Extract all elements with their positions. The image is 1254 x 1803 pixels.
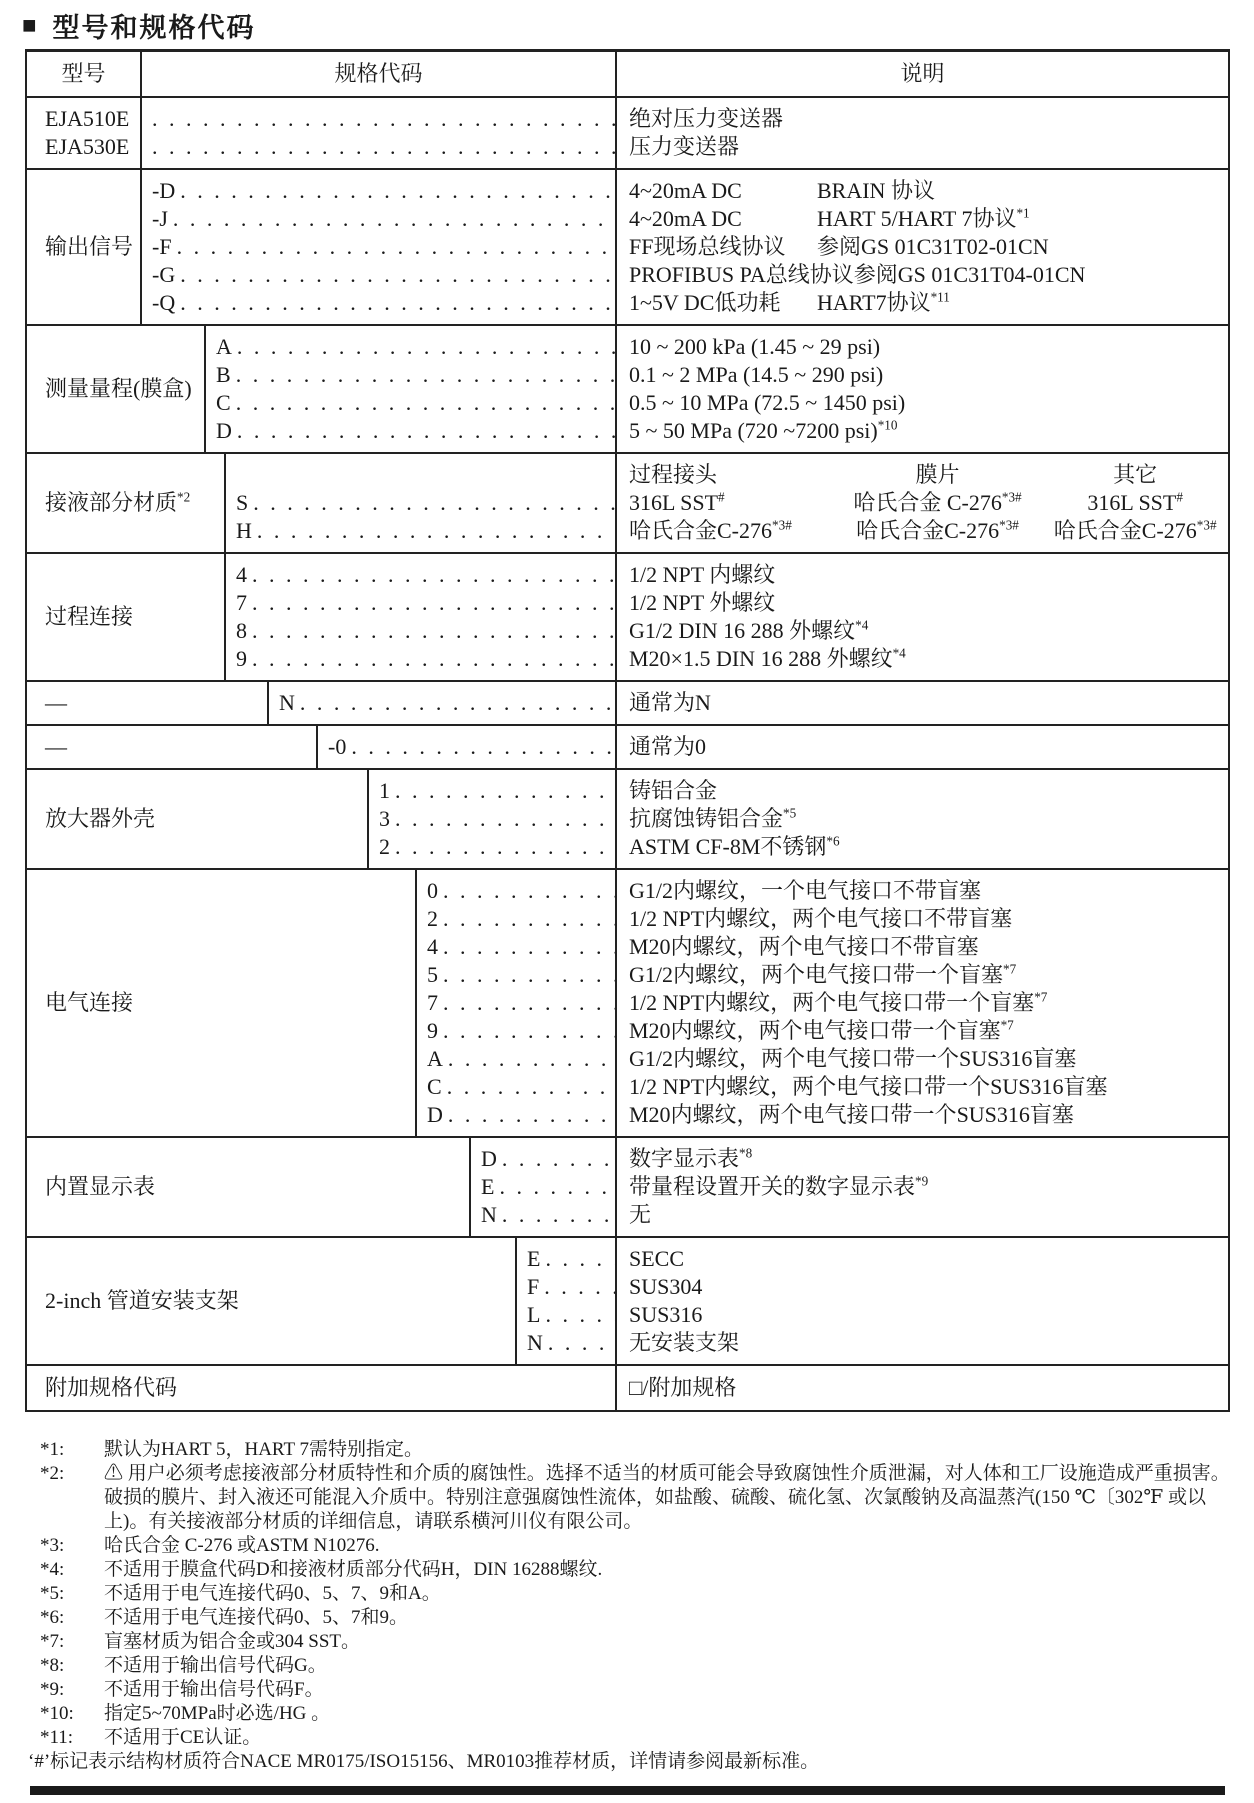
spec-code: 3 [379, 806, 390, 831]
dot-leader [152, 105, 615, 133]
footnote [40, 1630, 1230, 1654]
table-row-amplifier-housing [27, 768, 1228, 868]
material-value: 316L SST# [1087, 489, 1183, 515]
spec-code: A [216, 334, 232, 359]
spec-code: D [481, 1146, 497, 1171]
description-main: FF现场总线协议 [629, 234, 786, 259]
spec-code: 2 [427, 906, 438, 931]
dot-leader [252, 589, 615, 617]
dot-leader [395, 805, 615, 833]
col-diaphragm: 膜片 [915, 462, 960, 487]
description-cell [615, 454, 1228, 552]
table-row-output-signal [27, 168, 1228, 324]
description-line: 1/2 NPT 外螺纹 [629, 590, 776, 615]
description-cell [615, 726, 1228, 768]
footnote-marker: *11: [40, 1727, 74, 1748]
dot-leader [545, 1245, 615, 1273]
footnote [40, 1678, 1230, 1702]
footnote-text: 不适用于输出信号代码F。 [104, 1679, 324, 1700]
footnote-marker: *2: [40, 1463, 65, 1484]
description-protocol: HART7协议$^{*11}$ [817, 289, 950, 315]
table-row-reserved-0 [27, 724, 1228, 768]
spec-code: N [481, 1202, 497, 1227]
footnote-text: 不适用于CE认证。 [104, 1727, 262, 1748]
description-line: □/附加规格 [629, 1375, 737, 1400]
footnote-marker: *8: [40, 1655, 65, 1676]
description-cell [615, 170, 1228, 324]
dot-leader [180, 177, 615, 205]
hash-mark-note: ‘#’标记表示结构材质符合NACE MR0175/ISO15156、MR0103推荐材质，详情请参阅最新标准。 [28, 1751, 820, 1772]
header-description: 说明 [615, 52, 1228, 96]
table-row-optional-codes [27, 1364, 1228, 1410]
spec-code: -F [152, 234, 172, 259]
dot-leader [448, 1045, 615, 1073]
dot-leader [236, 361, 615, 389]
spec-code: B [216, 362, 231, 387]
description-cell [615, 770, 1228, 868]
spec-code: 0 [427, 878, 438, 903]
model-name: EJA510E [45, 106, 130, 131]
description-line: 带量程设置开关的数字显示表$^{*9}$ [629, 1173, 929, 1199]
spec-code: 2 [379, 834, 390, 859]
page-footer-rule [30, 1786, 1225, 1795]
spec-code: D [427, 1102, 443, 1127]
spec-code: -D [152, 178, 176, 203]
section-bullet-icon: ■ [22, 11, 39, 39]
description-protocol: HART 5/HART 7协议$^{*1}$ [817, 205, 1030, 231]
dot-leader [300, 689, 615, 717]
dot-leader [237, 417, 615, 445]
row-label: 测量量程(膜盒) [45, 376, 192, 401]
spec-code: S [236, 490, 249, 515]
table-row-integral-indicator [27, 1136, 1228, 1236]
dot-leader [180, 261, 615, 289]
description-cell [615, 1238, 1228, 1364]
row-label: 放大器外壳 [45, 806, 156, 831]
description-protocol: 参阅GS 01C31T02-01CN [817, 234, 1049, 259]
material-value: 哈氏合金$C-276^{*3\#}$ [1053, 517, 1217, 543]
footnote [40, 1726, 1230, 1750]
code-cell [318, 726, 615, 768]
section-title [22, 6, 256, 45]
description-line: 0.5 ~ 10 MPa (72.5 ~ 1450 psi) [629, 390, 906, 415]
row-label: 附加规格代码 [45, 1375, 178, 1400]
description-line: 绝对压力变送器 [629, 106, 784, 131]
code-cell [471, 1138, 615, 1236]
dot-leader [177, 233, 615, 261]
footnote-text: 指定5~70MPa时必选/HG 。 [104, 1703, 331, 1724]
spec-code: N [279, 690, 295, 715]
dot-leader [443, 1017, 615, 1045]
dot-leader [443, 961, 615, 989]
footnote-marker: *6: [40, 1607, 65, 1628]
dot-leader [548, 1329, 615, 1357]
spec-code: -0 [328, 734, 347, 759]
footnote-text: 不适用于电气连接代码0、5、7、9和A。 [104, 1583, 441, 1604]
footnote [40, 1438, 1230, 1462]
dot-leader [180, 289, 615, 317]
description-protocol: BRAIN 协议 [817, 178, 935, 203]
material-values [629, 517, 1228, 545]
description-line: G1/2内螺纹，两个电气接口带一个SUS316盲塞 [629, 1046, 1077, 1071]
spec-code: -Q [152, 290, 176, 315]
code-cell [517, 1238, 615, 1364]
spec-code: 9 [236, 646, 247, 671]
footnote-text: 不适用于输出信号代码G。 [104, 1655, 327, 1676]
description-line: 1/2 NPT内螺纹，两个电气接口带一个SUS316盲塞 [629, 1074, 1108, 1099]
footnote-marker: *10: [40, 1703, 74, 1724]
dot-leader [443, 989, 615, 1017]
dot-leader [351, 733, 615, 761]
description-cell [615, 1366, 1228, 1410]
table-row-electrical-connection [27, 868, 1228, 1136]
page-title: 型号和规格代码 [52, 13, 256, 43]
description-cell [615, 682, 1228, 724]
spec-code: 4 [427, 934, 438, 959]
dot-leader [544, 1273, 615, 1301]
row-label: — [45, 690, 67, 715]
spec-code: L [527, 1302, 541, 1327]
code-cell [417, 870, 615, 1136]
description-line: 铸铝合金 [629, 778, 718, 803]
table-header-row [27, 52, 1228, 96]
description-main: 1~5V DC低功耗 [629, 290, 781, 315]
model-name: EJA530E [45, 134, 130, 159]
description-line: 0.1 ~ 2 MPa (14.5 ~ 290 psi) [629, 362, 884, 387]
code-cell [142, 170, 615, 324]
dot-leader [502, 1201, 615, 1229]
footnote-text: 哈氏合金 C-276 或ASTM N10276. [104, 1535, 380, 1556]
description-line: 抗腐蚀铸铝合金$^{*5}$ [629, 805, 797, 831]
dot-leader [502, 1145, 615, 1173]
dot-leader [443, 905, 615, 933]
spec-code: D [216, 418, 232, 443]
description-line: 5 ~ 50 MPa (720 ~7200 psi)$^{*10}$ [629, 417, 898, 443]
spec-code: -J [152, 206, 168, 231]
description-main: 4~20mA DC [629, 206, 742, 231]
description-line: 无 [629, 1202, 652, 1227]
dot-leader [152, 133, 615, 161]
spec-code-table [25, 49, 1230, 1412]
spec-code: F [527, 1274, 540, 1299]
col-process-connector: 过程接头 [629, 462, 718, 487]
footnote-text: 不适用于电气连接代码0、5、7和9。 [104, 1607, 409, 1628]
footnotes [40, 1438, 1230, 1750]
row-label-models [27, 98, 142, 168]
material-value: 哈氏合金 $C-276^{*3\#}$ [853, 489, 1022, 515]
dot-leader [448, 1101, 615, 1129]
footnote [40, 1534, 1230, 1558]
row-label: — [45, 734, 67, 759]
description-line: G1/2内螺纹，两个电气接口带一个盲塞$^{*7}$ [629, 961, 1017, 987]
dot-leader [499, 1173, 615, 1201]
description-line: G1/2内螺纹，一个电气接口不带盲塞 [629, 878, 982, 903]
dot-leader [173, 205, 615, 233]
description-line: 压力变送器 [629, 134, 740, 159]
material-column-headers [629, 461, 1228, 489]
code-cell [226, 454, 615, 552]
description-main: PROFIBUS PA总线协议 [629, 262, 854, 287]
spec-code: N [527, 1330, 543, 1355]
footnote-text: 盲塞材质为铝合金或304 SST。 [104, 1631, 360, 1652]
spec-code: A [427, 1046, 443, 1071]
dot-leader [395, 833, 615, 861]
description-line: 无安装支架 [629, 1330, 740, 1355]
spec-code: C [216, 390, 231, 415]
description-line: M20内螺纹，两个电气接口带一个盲塞$^{*7}$ [629, 1017, 1014, 1043]
footnote [40, 1558, 1230, 1582]
footnote-marker: *1: [40, 1439, 65, 1460]
header-model: 型号 [27, 52, 142, 96]
footnote-text: ⚠ 用户必须考虑接液部分材质特性和介质的腐蚀性。选择不适当的材质可能会导致腐蚀性介质泄漏，对人体和工厂设施造成严重损害。破损的膜片、封入液还可能混入介质中。特别注意强腐蚀性流体，如盐酸、硫酸、硫化氢、次氯酸钠及高温蒸汽(150 ℃〔302℉ 或以上)。有关接液部分材质的详细信息，请联系横河川仪有限公司。 [104, 1463, 1230, 1532]
description-cell [615, 554, 1228, 680]
footnote-marker: *3: [40, 1535, 65, 1556]
description-line: SUS316 [629, 1302, 703, 1327]
material-value: 哈氏合金$C-276^{*3\#}$ [856, 517, 1019, 543]
table-row-wetted-material [27, 452, 1228, 552]
description-line: G1/2 DIN 16 288 外螺纹$^{*4}$ [629, 617, 869, 643]
footnote [40, 1702, 1230, 1726]
description-line: 通常为N [629, 690, 711, 715]
row-label: 过程连接 [45, 604, 134, 629]
description-cell [615, 1138, 1228, 1236]
dot-leader [257, 517, 615, 545]
material-value: 316L SST# [629, 489, 725, 515]
footnote [40, 1654, 1230, 1678]
description-line: M20内螺纹，两个电气接口不带盲塞 [629, 934, 979, 959]
description-main: 4~20mA DC [629, 178, 742, 203]
description-line: ASTM CF-8M不锈钢$^{*6}$ [629, 833, 840, 859]
code-cell [226, 554, 615, 680]
description-cell [615, 870, 1228, 1136]
table-row-process-connection [27, 552, 1228, 680]
row-label: 2-inch 管道安装支架 [45, 1288, 239, 1313]
description-cell [615, 98, 1228, 168]
table-row-model [27, 96, 1228, 168]
code-cell [269, 682, 615, 724]
dot-leader [447, 1073, 615, 1101]
description-line: 1/2 NPT 内螺纹 [629, 562, 776, 587]
description-line: 10 ~ 200 kPa (1.45 ~ 29 psi) [629, 334, 881, 359]
spec-code: -G [152, 262, 176, 287]
header-spec-code: 规格代码 [334, 61, 423, 86]
dot-leader [545, 1301, 615, 1329]
row-label: 接液部分材质$^{*2}$ [45, 489, 191, 515]
spec-code: 9 [427, 1018, 438, 1043]
row-label: 内置显示表 [45, 1174, 156, 1199]
row-label: 输出信号 [45, 234, 134, 259]
description-line: 1/2 NPT内螺纹，两个电气接口带一个盲塞$^{*7}$ [629, 989, 1048, 1015]
spec-code: 5 [427, 962, 438, 987]
spec-code: 7 [236, 590, 247, 615]
description-line: 数字显示表$^{*8}$ [629, 1145, 753, 1171]
dot-leader [252, 617, 615, 645]
spec-code: C [427, 1074, 442, 1099]
footnote [40, 1462, 1230, 1534]
description-line: 1/2 NPT内螺纹，两个电气接口不带盲塞 [629, 906, 1013, 931]
footnote-marker: *9: [40, 1679, 65, 1700]
spec-code: 7 [427, 990, 438, 1015]
spec-code: E [481, 1174, 495, 1199]
description-protocol: 参阅GS 01C31T04-01CN [853, 262, 1086, 287]
footnote-text: 不适用于膜盒代码D和接液材质部分代码H，DIN 16288螺纹. [104, 1559, 603, 1580]
dot-leader [237, 333, 615, 361]
footnote-marker: *5: [40, 1583, 65, 1604]
row-label: 电气连接 [45, 990, 134, 1015]
footnote [40, 1582, 1230, 1606]
dot-leader [252, 645, 615, 673]
description-cell [615, 326, 1228, 452]
material-values [629, 489, 1228, 517]
code-cell [369, 770, 615, 868]
dot-leader [253, 489, 615, 517]
dot-leader [395, 777, 615, 805]
dot-leader [252, 561, 615, 589]
dot-leader [443, 933, 615, 961]
material-value: 哈氏合金$C-276^{*3\#}$ [629, 517, 792, 543]
footnote-marker: *4: [40, 1559, 65, 1580]
description-line: M20内螺纹，两个电气接口带一个SUS316盲塞 [629, 1102, 1074, 1127]
footnote-marker: *7: [40, 1631, 65, 1652]
code-cell [142, 98, 615, 168]
code-cell [206, 326, 615, 452]
description-line: M20×1.5 DIN 16 288 外螺纹$^{*4}$ [629, 645, 906, 671]
footnote-text: 默认为HART 5，HART 7需特别指定。 [104, 1439, 423, 1460]
table-row-mounting-bracket [27, 1236, 1228, 1364]
description-line: SUS304 [629, 1274, 703, 1299]
spec-code: H [236, 518, 252, 543]
dot-leader [236, 389, 615, 417]
dot-leader [443, 877, 615, 905]
spec-code: E [527, 1246, 541, 1271]
table-row-reserved-n [27, 680, 1228, 724]
footnote [40, 1606, 1230, 1630]
spec-code: 8 [236, 618, 247, 643]
table-row-measurement-span [27, 324, 1228, 452]
col-others: 其它 [1113, 462, 1158, 487]
spec-code: 4 [236, 562, 247, 587]
description-line: 通常为0 [629, 734, 707, 759]
description-line: SECC [629, 1246, 685, 1271]
spec-code: 1 [379, 778, 390, 803]
